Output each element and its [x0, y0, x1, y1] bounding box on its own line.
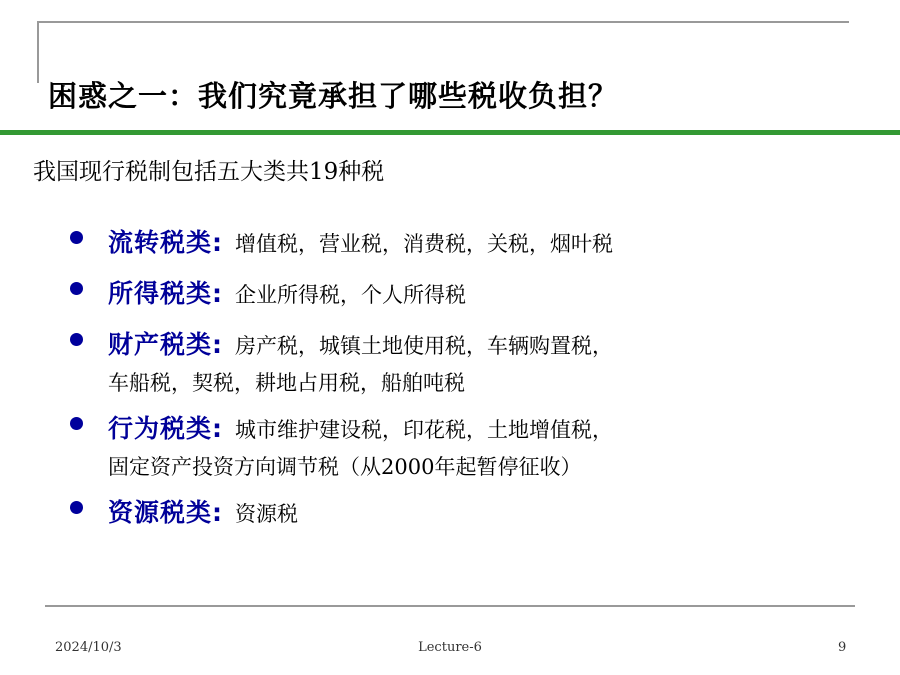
frame-left-line — [37, 21, 39, 83]
frame-top-line — [37, 21, 849, 23]
slide-subtitle: 我国现行税制包括五大类共19种税 — [33, 159, 385, 185]
category-items: 企业所得税，个人所得税 — [235, 283, 466, 307]
title-underline — [0, 130, 900, 135]
bullet-icon — [70, 282, 83, 295]
category-label: 资源税类: — [108, 498, 223, 527]
category-items: 房产税，城镇土地使用税，车辆购置税， — [235, 334, 613, 358]
category-label: 所得税类: — [108, 279, 223, 308]
footer-rule — [45, 605, 855, 607]
category-items-continued: 车船税，契税，耕地占用税，船舶吨税 — [108, 371, 465, 395]
category-items: 资源税 — [235, 502, 298, 526]
page-number: 9 — [838, 640, 847, 655]
bullet-icon — [70, 333, 83, 346]
slide-title: 困惑之一：我们究竟承担了哪些税收负担？ — [48, 79, 619, 113]
footer-lecture: Lecture-6 — [418, 640, 482, 655]
bullet-icon — [70, 501, 83, 514]
category-items-continued: 固定资产投资方向调节税（从2000年起暂停征收） — [108, 455, 582, 479]
category-label: 流转税类: — [108, 228, 223, 257]
footer-date: 2024/10/3 — [55, 640, 122, 655]
category-items: 城市维护建设税，印花税，土地增值税， — [235, 418, 613, 442]
category-label: 财产税类: — [108, 330, 223, 359]
bullet-icon — [70, 417, 83, 430]
category-label: 行为税类: — [108, 414, 223, 443]
bullet-icon — [70, 231, 83, 244]
category-items: 增值税，营业税，消费税，关税，烟叶税 — [235, 232, 613, 256]
